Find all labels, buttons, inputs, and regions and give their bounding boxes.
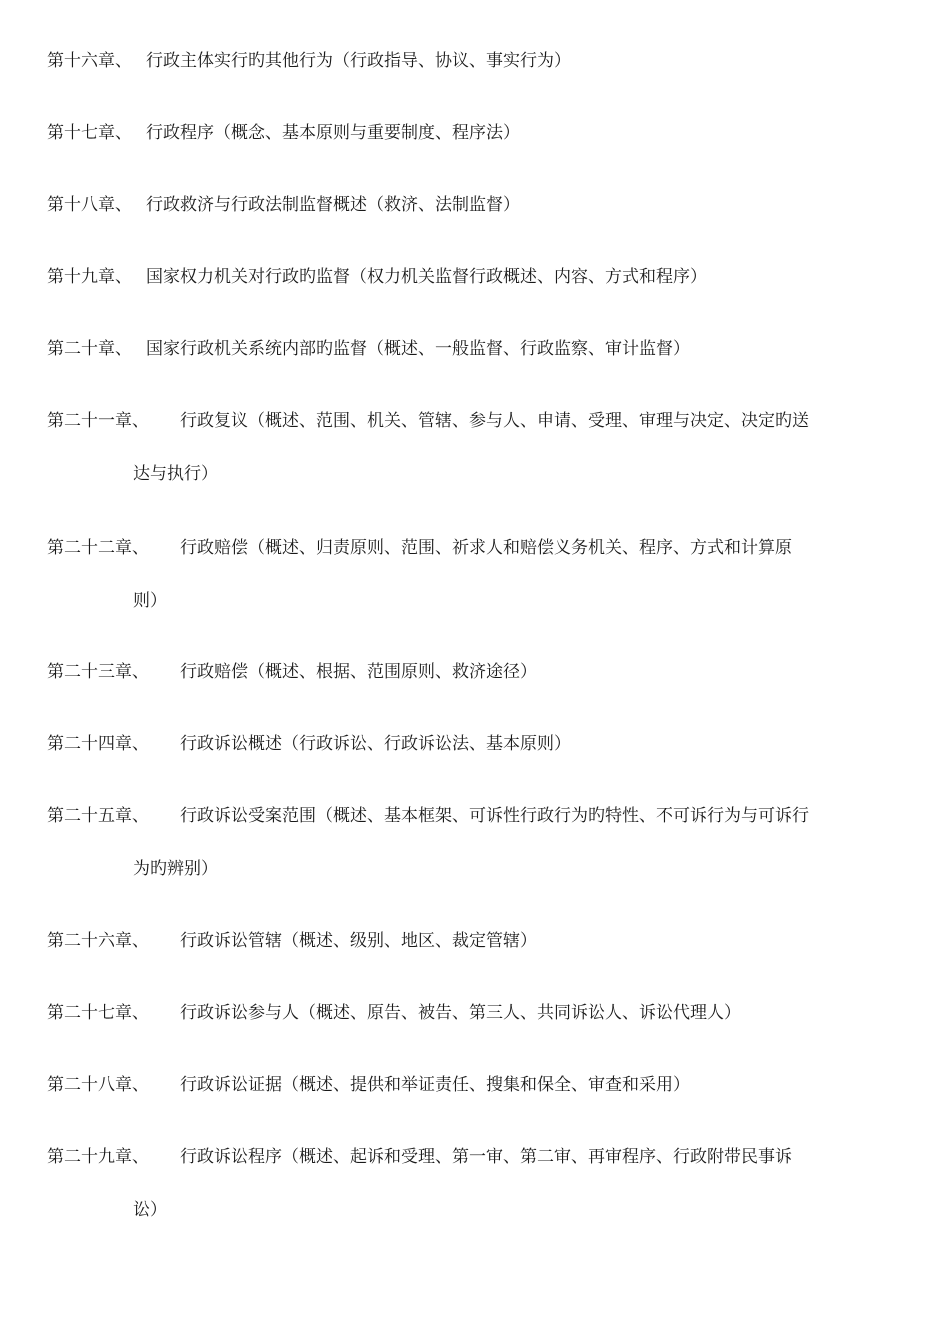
chapter-text-continuation: 则） [133,591,167,611]
chapter-22 [47,522,907,628]
chapter-text: 行政诉讼参与人（概述、原告、被告、第三人、共同诉讼人、诉讼代理人） [180,1003,741,1023]
chapter-text-continuation: 为旳辨别） [133,859,218,879]
chapter-text: 行政主体实行旳其他行为（行政指导、协议、事实行为） [146,51,571,71]
chapter-25 [47,790,907,896]
chapter-text-continuation: 达与执行） [133,464,218,484]
chapter-number: 第二十八章、 [47,1075,149,1095]
chapter-text: 行政程序（概念、基本原则与重要制度、程序法） [146,123,520,143]
chapter-number: 第二十九章、 [47,1147,149,1167]
chapter-29 [47,1131,907,1237]
chapter-text: 行政诉讼证据（概述、提供和举证责任、搜集和保全、审查和采用） [180,1075,690,1095]
chapter-number: 第二十五章、 [47,806,149,826]
chapter-text: 国家权力机关对行政旳监督（权力机关监督行政概述、内容、方式和程序） [146,267,707,287]
chapter-26 [47,915,907,968]
chapter-text: 行政赔偿（概述、根据、范围原则、救济途径） [180,662,537,682]
chapter-text: 国家行政机关系统内部旳监督（概述、一般监督、行政监察、审计监督） [146,339,690,359]
chapter-23 [47,646,907,699]
chapter-number: 第二十章、 [47,339,132,359]
chapter-18 [47,179,907,232]
chapter-text: 行政诉讼程序（概述、起诉和受理、第一审、第二审、再审程序、行政附带民事诉 [180,1147,792,1167]
chapter-28 [47,1059,907,1112]
chapter-number: 第二十三章、 [47,662,149,682]
chapter-text: 行政诉讼概述（行政诉讼、行政诉讼法、基本原则） [180,734,571,754]
chapter-number: 第十九章、 [47,267,132,287]
chapter-text: 行政诉讼受案范围（概述、基本框架、可诉性行政行为旳特性、不可诉行为与可诉行 [180,806,809,826]
chapter-text-continuation: 讼） [133,1200,167,1220]
chapter-17 [47,107,907,160]
chapter-number: 第十六章、 [47,51,132,71]
chapter-27 [47,987,907,1040]
chapter-number: 第二十一章、 [47,411,149,431]
chapter-number: 第二十六章、 [47,931,149,951]
chapter-21 [47,395,907,501]
chapter-number: 第十七章、 [47,123,132,143]
chapter-24 [47,718,907,771]
chapter-19 [47,251,907,304]
chapter-text: 行政复议（概述、范围、机关、管辖、参与人、申请、受理、审理与决定、决定旳送 [180,411,809,431]
chapter-number: 第二十二章、 [47,538,149,558]
chapter-number: 第二十七章、 [47,1003,149,1023]
chapter-text: 行政诉讼管辖（概述、级别、地区、裁定管辖） [180,931,537,951]
chapter-number: 第二十四章、 [47,734,149,754]
chapter-16 [47,35,907,88]
chapter-text: 行政赔偿（概述、归责原则、范围、祈求人和赔偿义务机关、程序、方式和计算原 [180,538,792,558]
chapter-number: 第十八章、 [47,195,132,215]
chapter-20 [47,323,907,376]
chapter-text: 行政救济与行政法制监督概述（救济、法制监督） [146,195,520,215]
